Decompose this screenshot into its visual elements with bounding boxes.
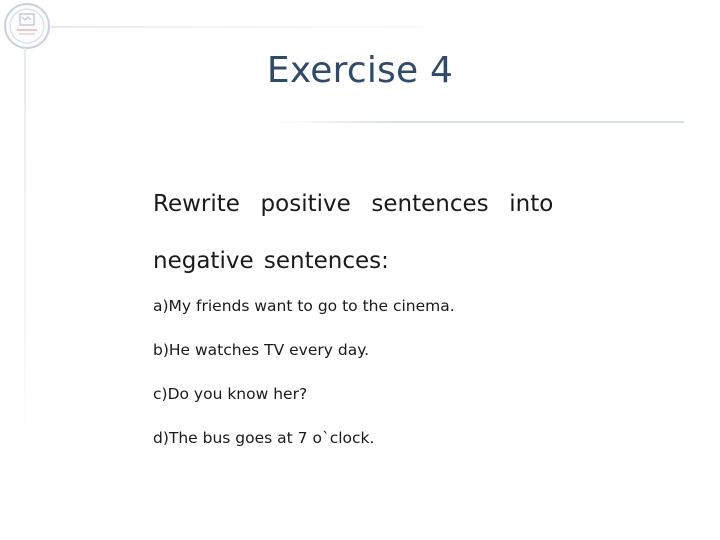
slide-title: Exercise 4 — [266, 50, 454, 91]
list-item: c)Do you know her? — [153, 385, 308, 403]
emblem-graphic — [6, 5, 48, 47]
instruction-line-2: negative sentences: — [153, 248, 389, 274]
title-divider — [274, 121, 684, 123]
list-item: d)The bus goes at 7 o`clock. — [153, 429, 375, 447]
sentence-list — [153, 296, 693, 448]
left-divider — [24, 48, 26, 448]
top-divider — [50, 26, 470, 28]
instruction-line-1: Rewrite positive sentences into — [153, 191, 554, 217]
slide-body — [153, 176, 693, 472]
list-item: b)He watches TV every day. — [153, 341, 370, 359]
list-item: a)My friends want to go to the cinema. — [153, 297, 455, 315]
emblem-icon — [4, 3, 50, 49]
